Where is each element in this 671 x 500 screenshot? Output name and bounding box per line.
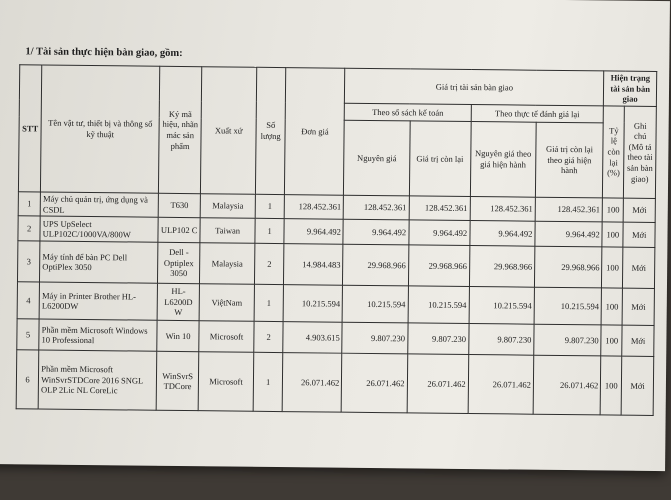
header-book-group: Theo sổ sách kế toán	[345, 103, 471, 121]
header-code: Ký mã hiệu, nhãn mác sản phẩm	[159, 66, 202, 193]
cell-unit-price: 9.964.492	[284, 219, 343, 245]
cell-note: Mới	[624, 198, 656, 223]
cell-reval-remaining: 128.452.361	[535, 197, 603, 222]
cell-book-original: 9.807.230	[342, 322, 408, 354]
cell-stt: 5	[17, 319, 40, 350]
cell-book-remaining: 9.964.492	[409, 220, 470, 246]
cell-stt: 3	[17, 241, 40, 282]
cell-book-remaining: 10.215.594	[408, 286, 469, 324]
header-unit-price: Đơn giá	[285, 68, 345, 195]
cell-origin: Microsoft	[198, 352, 253, 412]
cell-reval-remaining: 9.807.230	[534, 324, 602, 356]
cell-name: Máy in Printer Brother HL-L6200DW	[39, 282, 157, 320]
header-book-original: Nguyên giá	[344, 120, 410, 196]
cell-reval-remaining: 9.964.492	[535, 221, 603, 247]
cell-code: WinSvrS TDCore	[156, 351, 199, 410]
cell-book-remaining: 26.071.462	[407, 354, 469, 414]
cell-pct: 100	[600, 356, 622, 415]
header-reval-original: Nguyên giá theo giá hiện hành	[470, 121, 536, 197]
cell-name: Phần mềm Microsoft WinSvrSTDCore 2016 SNGL OLP 2Lic NL CoreLic	[38, 350, 157, 410]
cell-unit-price: 14.984.483	[284, 244, 343, 286]
header-remaining-pct: Tỷ lệ còn lại (%)	[603, 106, 625, 198]
cell-stt: 2	[18, 216, 40, 241]
cell-qty: 1	[254, 284, 284, 321]
cell-qty: 2	[254, 321, 284, 352]
cell-note: Mới	[623, 222, 655, 247]
cell-reval-remaining: 26.071.462	[533, 355, 601, 415]
cell-qty: 1	[255, 218, 285, 243]
cell-book-original: 26.071.462	[341, 353, 407, 413]
cell-reval-original: 9.964.492	[470, 221, 536, 247]
cell-unit-price: 4.903.615	[283, 322, 342, 354]
cell-reval-remaining: 10.215.594	[534, 287, 602, 325]
cell-pct: 100	[601, 325, 622, 356]
cell-pct: 100	[602, 198, 623, 222]
cell-pct: 100	[602, 247, 623, 288]
cell-stt: 4	[17, 282, 40, 319]
cell-code: T630	[158, 193, 200, 218]
cell-reval-original: 128.452.361	[470, 196, 536, 221]
cell-note: Mới	[622, 288, 654, 325]
cell-reval-original: 9.807.230	[468, 324, 534, 356]
cell-name: Máy chủ quản trị, ứng dụng và CSDL	[40, 192, 158, 217]
cell-pct: 100	[601, 288, 622, 325]
cell-origin: Microsoft	[199, 321, 254, 353]
cell-origin: Malaysia	[200, 243, 255, 285]
cell-qty: 1	[255, 194, 285, 219]
header-origin: Xuất xứ	[201, 67, 257, 194]
header-quantity: Số lượng	[255, 67, 286, 194]
cell-qty: 2	[254, 243, 284, 284]
cell-origin: Malaysia	[200, 194, 255, 219]
cell-pct: 100	[602, 222, 623, 247]
cell-book-original: 128.452.361	[344, 195, 410, 220]
cell-reval-original: 10.215.594	[469, 287, 535, 325]
header-value-group: Giá trị tài sản bàn giao	[345, 68, 604, 106]
cell-stt: 6	[16, 350, 39, 409]
cell-book-remaining: 128.452.361	[409, 196, 470, 221]
cell-book-original: 29.968.966	[343, 244, 409, 286]
header-stt: STT	[18, 65, 42, 192]
cell-code: Win 10	[157, 320, 199, 351]
header-status-group: Hiện trạng tài sản bàn giao	[604, 71, 657, 106]
header-reval-remaining: Giá trị còn lại theo giá hiện hành	[535, 122, 603, 198]
cell-note: Mới	[621, 356, 653, 415]
cell-book-original: 10.215.594	[342, 285, 408, 323]
cell-code: HL-L6200D W	[157, 283, 199, 320]
header-name: Tên vật tư, thiết bị và thông số kỹ thuật	[41, 65, 160, 193]
cell-book-remaining: 9.807.230	[407, 323, 468, 355]
cell-unit-price: 26.071.462	[283, 353, 343, 413]
cell-origin: Taiwan	[200, 218, 255, 244]
cell-name: Máy tính để bàn PC Dell OptiPlex 3050	[40, 241, 158, 283]
cell-stt: 1	[18, 192, 40, 216]
cell-reval-remaining: 29.968.966	[534, 246, 602, 288]
table-row	[17, 241, 654, 289]
cell-reval-original: 29.968.966	[469, 246, 535, 288]
cell-qty: 1	[253, 352, 283, 411]
header-note: Ghi chú (Mô tả theo tài sản bàn giao)	[624, 106, 657, 198]
cell-origin: ViệtNam	[199, 284, 254, 322]
cell-book-remaining: 29.968.966	[408, 245, 469, 287]
cell-note: Mới	[623, 247, 655, 288]
cell-code: Dell - Optiplex 3050	[158, 242, 201, 283]
table-row	[16, 350, 654, 416]
cell-unit-price: 128.452.361	[285, 194, 344, 219]
cell-note: Mới	[622, 325, 654, 356]
cell-unit-price: 10.215.594	[283, 285, 342, 323]
cell-book-original: 9.964.492	[343, 219, 409, 245]
asset-table	[16, 64, 658, 416]
section-heading: 1/ Tài sản thực hiện bàn giao, gồm:	[25, 46, 183, 59]
header-reval-group: Theo thực tế đánh giá lại	[471, 104, 604, 122]
cell-name: UPS UpSelect ULP102C/1000VA/800W	[40, 216, 158, 242]
header-book-remaining: Giá trị còn lại	[409, 121, 471, 197]
cell-reval-original: 26.071.462	[468, 355, 534, 415]
cell-code: ULP102 C	[158, 217, 200, 242]
cell-name: Phần mềm Microsoft Windows 10 Professional	[39, 319, 157, 351]
